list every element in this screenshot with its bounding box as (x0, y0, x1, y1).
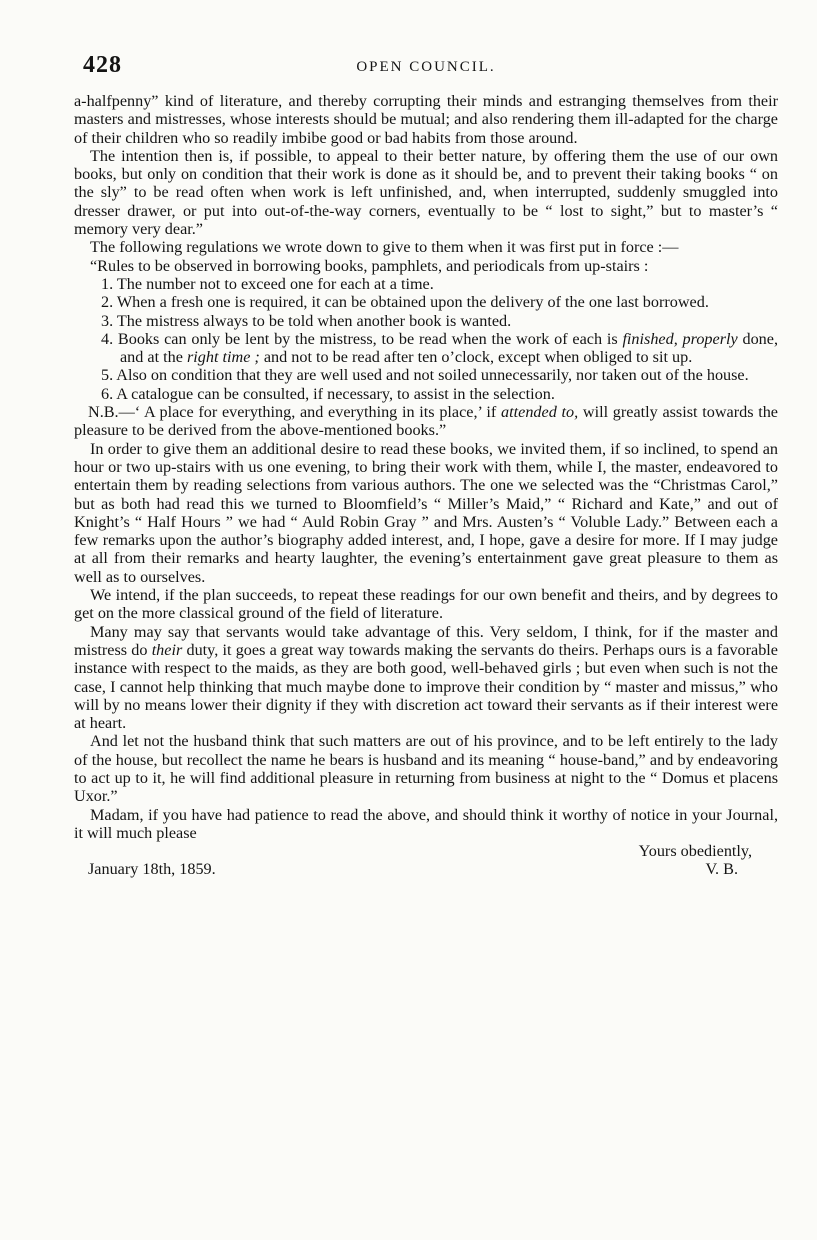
rules-intro: “Rules to be observed in borrowing books, pamphlets, and periodicals from up-stairs : (90, 256, 649, 275)
article-body (74, 92, 778, 879)
rule-5: 5. Also on condition that they are well used and not soiled unnecessarily, nor taken out of the house. (101, 366, 749, 385)
rule-4-text-a: 4. Books can only be lent by the mistress, to be read when the work of each is (101, 329, 623, 348)
paragraph-7-text-a: Many may say that servants would take advantage of this. Very seldom, I think, for if the master and mistress do (74, 622, 778, 659)
paragraph-3: The following regulations we wrote down to give to them when it was first put in force :— (90, 238, 679, 257)
paragraph-8: And let not the husband think that such matters are out of his province, and to be left entirely to the lady of the house, but recollect the name he bears is husband and its meaning “ house-band,” and by endeavoring to act up to it, he will find additional pleasure in returning from business at night to the “ Domus et placens Uxor.” (74, 732, 778, 806)
rule-2: 2. When a fresh one is required, it can be obtained upon the delivery of the one last borrowed. (101, 293, 709, 312)
paragraph-2: The intention then is, if possible, to appeal to their better nature, by offering them the use of our own books, but only on condition that their work is done as it should be, and to prevent their taking books “ on the sly” to be read often when work is left unfinished, and, when interrupted, suddenly smuggled into dresser drawer, or put into out-of-the-way corners, eventually to be “ lost to sight,” but to master’s “ memory very dear.” (74, 146, 778, 239)
paragraph-7-emphasis: their (151, 640, 183, 659)
running-title: OPEN COUNCIL. (356, 59, 496, 75)
author-initials: V. B. (705, 860, 738, 879)
letter-date: January 18th, 1859. (88, 860, 216, 879)
signature-row (74, 860, 778, 878)
paragraph-6: We intend, if the plan succeeds, to repeat these readings for our own benefit and theirs, and by degrees to get on the more classical ground of the field of literature. (74, 586, 778, 623)
paragraph-9: Madam, if you have had patience to read the above, and should think it worthy of notice in your Journal, it will much please (74, 805, 778, 842)
paragraph-1: a-halfpenny” kind of literature, and thereby corrupting their minds and estranging themselves from their masters and mistresses, whose interests should be mutual; and also rendering them ill-adapted for the charge of their children who so readily imbibe good or bad habits from those around. (74, 92, 778, 147)
rule-4-emphasis-finished: finished, properly (622, 329, 738, 348)
rule-6: 6. A catalogue can be consulted, if necessary, to assist in the selection. (101, 384, 555, 403)
nota-bene-emphasis: attended to, (501, 403, 579, 422)
paragraph-5: In order to give them an additional desire to read these books, we invited them, if so inclined, to spend an hour or two up-stairs with us one evening, to bring their work with them, while I, the master, endeavored to entertain them by reading selections from various authors. The one we selected was the “Christmas Carol,” but as both had read this we turned to Bloomfield’s “ Miller’s Maid,” “ Richard and Kate,” and out of Knight’s “ Half Hours ” we had “ Auld Robin Gray ” and Mrs. Austen’s “ Voluble Lady.” Between each a few remarks upon the author’s biography added interest, and, I hope, gave a desire for more. If I may judge at all from their remarks and hearty laughter, the evening’s entertainment gave great pleasure to them as well as to ourselves. (74, 439, 778, 586)
page-header (74, 52, 778, 92)
rule-3: 3. The mistress always to be told when another book is wanted. (101, 311, 512, 330)
rule-4-text-c: done, and at the (120, 329, 778, 367)
page-number: 428 (83, 52, 122, 78)
rule-4 (74, 330, 778, 367)
nota-bene (74, 403, 778, 440)
rule-1: 1. The number not to exceed one for each at a time. (101, 274, 434, 293)
nota-bene-text-c: will greatly assist towards the pleasure to be derived from the above-mentioned books.” (74, 403, 778, 440)
closing-salutation: Yours obediently, (638, 842, 752, 861)
rule-4-emphasis-right-time: right time ; (186, 348, 260, 367)
paragraph-7-text-c: duty, it goes a great way towards making the servants do theirs. Perhaps ours is a favorable instance with respect to the maids, as they are both good, well-behaved girls ; but even when such is not the case, I cannot help thinking that much maybe done to improve their condition by “ master and missus,” who will by no means lower their dignity if they with discretion act toward their servants as if their interest were at heart. (74, 640, 778, 733)
paragraph-7 (74, 623, 778, 733)
rule-4-text-e: and not to be read after ten o’clock, except when obliged to sit up. (259, 348, 693, 367)
nota-bene-text-a: N.B.—‘ A place for everything, and everything in its place,’ if (88, 403, 502, 422)
page (74, 52, 778, 879)
